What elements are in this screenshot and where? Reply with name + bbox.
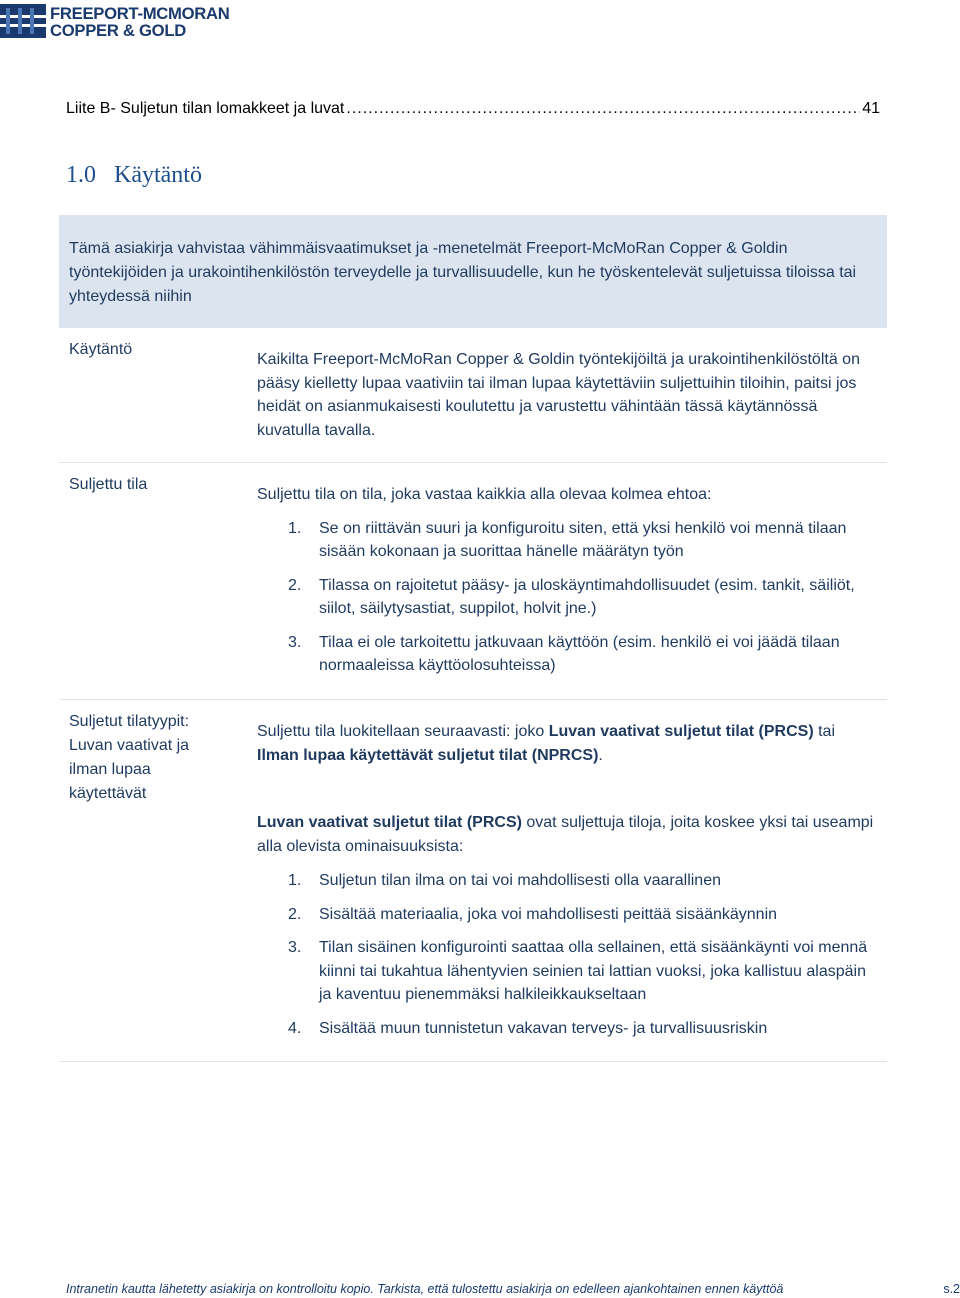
purpose-text: Tämä asiakirja vahvistaa vähimmäisvaatimukset ja -menetelmät Freeport-McMoRan Copper & Goldin työntekijöiden ja urakointihenkilöstön terveydelle ja turvallisuudelle, kun he työskentelevät suljetuissa tiloissa tai yhteydessä niihin	[69, 240, 857, 305]
list-item	[257, 1017, 875, 1041]
list-item	[257, 574, 875, 621]
list-item-text: Se on riittävän suuri ja konfiguroitu siten, että yksi henkilö voi mennä tilaan sisään kokonaan ja suorittaa hänelle määrätyn työn	[319, 519, 847, 560]
list-item-text: Sisältää muun tunnistetun vakavan terveys- ja turvallisuusriskin	[319, 1019, 768, 1037]
space-types-row	[59, 700, 887, 1062]
list-item-number: 2.	[288, 905, 302, 923]
prcs-paragraph	[257, 811, 875, 858]
list-item-number: 1.	[288, 519, 302, 537]
prcs-term: Luvan vaativat suljetut tilat (PRCS)	[548, 723, 814, 740]
logo-wordmark	[50, 5, 229, 39]
policy-row	[59, 328, 887, 463]
list-item	[257, 517, 875, 564]
classification-text: Suljettu tila luokitellaan seuraavasti: joko	[257, 723, 549, 740]
confined-space-row	[59, 463, 887, 700]
list-item-text: Suljetun tilan ilma on tai voi mahdollisesti olla vaarallinen	[319, 872, 721, 889]
prcs-characteristics-list	[257, 869, 875, 1040]
space-types-label: Suljetut tilatyypit: Luvan vaativat ja ilman lupaa käytettävät	[69, 713, 190, 802]
policy-label: Käytäntö	[69, 341, 133, 358]
toc-dot-leader	[346, 100, 860, 118]
list-item	[257, 631, 875, 678]
list-item-text: Tilan sisäinen konfigurointi saattaa olla sellainen, että sisäänkäynti voi mennä kiinni tai tukahtua lähentyvien seinien tai lattian vuoksi, joka kallistuu alaspäin ja kaventuu pienemmäksi halkileikkaukseltaan	[319, 939, 868, 1003]
policy-text: Kaikilta Freeport-McMoRan Copper & Goldin työntekijöiltä ja urakointihenkilöstöltä on pääsy kielletty lupaa vaativiin tai ilman lupaa käytettäviin suljettuihin tiloihin, paitsi jos heidät on asianmukaisesti koulutettu ja varustettu vähintään tässä käytännössä kuvatulla tavalla.	[257, 351, 860, 439]
toc-entry-page: 41	[862, 100, 880, 117]
footer-notice: Intranetin kautta lähetetty asiakirja on kontrolloitu kopio. Tarkista, että tulostettu asiakirja on edelleen ajankohtainen ennen käyttöä	[66, 1282, 784, 1296]
toc-entry[interactable]	[66, 100, 880, 118]
confined-space-label: Suljettu tila	[69, 476, 148, 493]
section-number: 1.0	[66, 162, 96, 188]
list-item-text: Tilassa on rajoitetut pääsy- ja uloskäyntimahdollisuudet (esim. tankit, säiliöt, siilot, säilytysastiat, suppilot, holvit jne.)	[319, 576, 855, 617]
section-title: Käytäntö	[114, 162, 202, 188]
logo-line-2: COPPER & GOLD	[50, 21, 186, 40]
toc-entry-title: Liite B- Suljetun tilan lomakkeet ja luvat	[66, 100, 345, 117]
section-heading	[66, 162, 202, 189]
classification-period: .	[598, 746, 603, 764]
confined-space-body	[257, 483, 875, 678]
logo-mark-icon	[0, 4, 46, 38]
prcs-definition: ovat suljettuja tiloja, joita koskee yksi tai useampi alla olevista ominaisuuksista:	[257, 814, 874, 855]
prcs-term: Luvan vaativat suljetut tilat (PRCS)	[257, 814, 522, 831]
list-item	[257, 869, 875, 893]
list-item-number: 3.	[288, 633, 302, 651]
space-types-body	[257, 720, 875, 1040]
page-number: s.2	[943, 1282, 960, 1296]
confined-space-intro: Suljettu tila on tila, joka vastaa kaikkia alla olevaa kolmea ehtoa:	[257, 486, 712, 503]
list-item-text: Tilaa ei ole tarkoitettu jatkuvaan käyttöön (esim. henkilö ei voi jäädä tilaan normaaleissa käyttöolosuhteissa)	[319, 633, 840, 674]
nprcs-term: Ilman lupaa käytettävät suljetut tilat (NPRCS)	[257, 746, 599, 764]
list-item-number: 3.	[288, 939, 302, 956]
logo-line-1: FREEPORT-MCMORAN	[50, 4, 230, 23]
company-logo	[0, 4, 232, 40]
purpose-banner	[59, 215, 887, 328]
classification-paragraph	[257, 720, 875, 767]
list-item-number: 4.	[288, 1019, 302, 1037]
page-footer	[66, 1282, 960, 1296]
list-item-text: Sisältää materiaalia, joka voi mahdollisesti peittää sisäänkäynnin	[319, 905, 778, 923]
policy-body	[257, 348, 875, 442]
list-item	[257, 903, 875, 927]
list-item-number: 1.	[288, 872, 302, 889]
classification-connector: tai	[813, 723, 835, 740]
list-item-number: 2.	[288, 576, 302, 594]
list-item	[257, 936, 875, 1007]
confined-space-criteria-list	[257, 517, 875, 678]
